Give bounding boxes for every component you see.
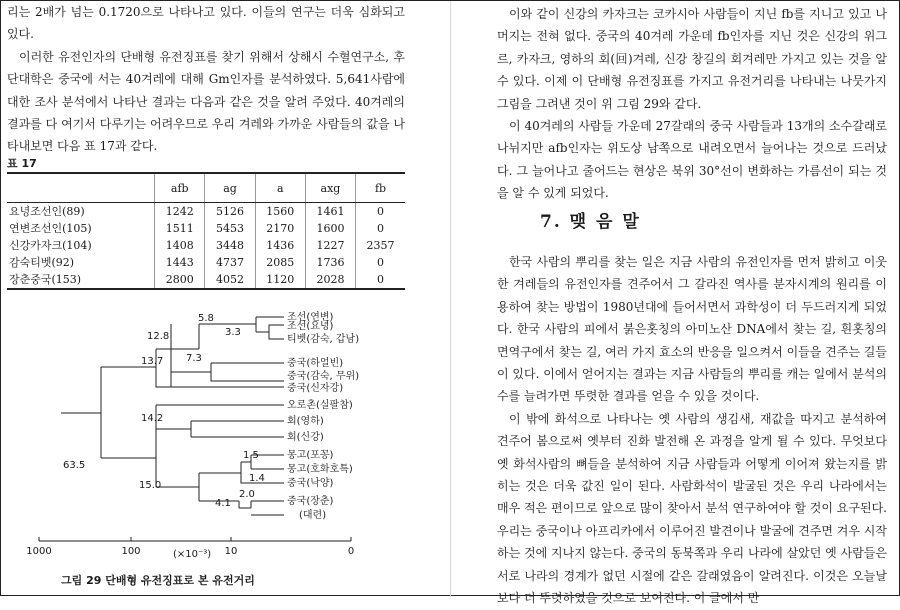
axis-unit-label: (×10⁻³) — [173, 549, 212, 560]
table-cell: 1461 — [305, 203, 355, 221]
left-paragraph-2: 이러한 유전인자의 단배형 유전징표를 찾기 위해서 상해시 수혈연구소, 후단대학은 중국에 서는 40겨레에 대해 Gm인자를 분석하였다. 5,641사람에 대한 조사 분석에서 나타난 결과는 다음과 같은 것을 알려 주었다. 40겨레의 결과를 다 여기서 다루기는 어려우므로 우리 겨레와 가까운 사람들의 값을 나타내보면 다음 표 17과 같다. — [7, 49, 405, 154]
table-cell: 신강카자크(104) — [9, 239, 92, 252]
table-cell: 0 — [356, 203, 405, 221]
table-cell: 1600 — [305, 220, 355, 237]
table-cell: 1560 — [255, 203, 305, 221]
left-paragraph-1: 리는 2배가 넘는 0.1720으로 나타나고 있다. 이들의 연구는 더욱 심화되고 있다. — [7, 5, 405, 42]
table-cell: 0 — [356, 271, 405, 289]
right-page — [497, 1, 887, 606]
right-paragraph-4: 이 밖에 화석으로 나타나는 옛 사람의 생김새, 재값을 따지고 분석하여 견주어 봄으로써 옛부터 진화 발전해 온 과정을 알게 될 수 있다. 무엇보다 옛 화석사람의 뼈들을 분석하여 지금 사람들과 어떻게 이어져 왔는지를 밝히는 것은 더욱 값진 일이 된다. 사람화석이 발굴된 것은 우리 나라에서는 매우 적은 편이므로 앞으로 많이 찾아서 분석 연구하여야 할 것이 요구된다. 우리는 중국이나 아프리카에서 이루어진 발견이나 발굴에 견주면 겨우 시작하는 것에 지나지 않는다. 중국의 동북쪽과 우리 나라에 살았던 옛 사람들은 서로 나라의 경계가 없던 시절에 같은 갈래였음이 알려진다. 이것은 오늘날보다 더 뚜렷하였을 것으로 보여진다. 이 글에서 만 — [497, 411, 887, 606]
table-cell: 1436 — [255, 237, 305, 254]
table-cell: 1511 — [155, 220, 205, 237]
table-cell: 4737 — [205, 254, 255, 271]
table-cell: 1408 — [155, 237, 205, 254]
leaf-label: 조선(요녕) — [287, 321, 334, 332]
tree-branch — [61, 367, 101, 458]
table-cell: 2357 — [356, 237, 405, 254]
node-label: 15.0 — [139, 480, 162, 491]
table-cell: 장춘중국(153) — [7, 271, 155, 289]
table-cell: 2085 — [255, 254, 305, 271]
table-header: fb — [356, 173, 405, 203]
page-gutter — [450, 1, 451, 597]
section-title: 7. 맺 음 말 — [540, 212, 641, 232]
node-label: 1.4 — [249, 473, 265, 484]
leaf-label: 조선(연변) — [287, 312, 334, 323]
tree-branch — [171, 363, 284, 387]
table-row — [7, 237, 405, 254]
node-label: 14.2 — [141, 413, 164, 424]
table-cell: 5126 — [205, 203, 255, 221]
leaf-label: 중국(신자강) — [287, 383, 344, 394]
table-cell: 2028 — [305, 271, 355, 289]
table-row — [7, 271, 405, 289]
table-cell: 0 — [356, 254, 405, 271]
tree-branch — [199, 455, 284, 483]
table-header-row — [7, 173, 405, 203]
table-cell: 요녕조선인(89) — [9, 205, 85, 218]
tree-branch — [199, 501, 284, 515]
leaf-label: 몽고(호화호특) — [287, 464, 353, 475]
leaf-label: 중국(낙양) — [287, 478, 334, 489]
table-cell: 연변조선인(105) — [9, 222, 92, 235]
figure-caption: 그림 29 단배형 유전징표로 본 유전거리 — [61, 574, 255, 587]
right-paragraph-2: 이 40겨레의 사람들 가운데 27갈래의 중국 사람들과 13개의 소수갈래로 나뉘지만 afb인자는 위도상 남쪽으로 내려오면서 늘어나는 것으로 드러났다. 그 늘어나고 줄어드는 현상은 북위 30°선이 변화하는 가름선이 되는 것을 알 수 있게 되었다. — [497, 119, 887, 201]
node-label: 2.0 — [239, 489, 255, 500]
axis-tick-label: 1000 — [26, 546, 52, 557]
node-label: 3.3 — [225, 327, 241, 338]
table-header: axg — [305, 173, 355, 203]
right-top-text — [497, 3, 887, 205]
node-label: 13.7 — [141, 356, 164, 367]
table-17 — [7, 172, 405, 290]
leaf-label: 회(신강) — [287, 432, 324, 443]
leaf-label: 중국(하얼빈) — [287, 358, 344, 369]
table-row — [7, 203, 405, 221]
table-cell: 1242 — [155, 203, 205, 221]
node-label: 12.8 — [147, 331, 170, 342]
leaf-label: 중국(장춘) — [287, 496, 334, 507]
axis-tick-label: 100 — [121, 546, 141, 557]
tree-branch — [101, 349, 171, 387]
table-cell: 2170 — [255, 220, 305, 237]
leaf-label: 회(영하) — [287, 416, 324, 427]
table-cell: 5453 — [205, 220, 255, 237]
table-cell: 1443 — [155, 254, 205, 271]
table-cell: 감숙티벳(92) — [9, 256, 75, 269]
table-header: a — [255, 173, 305, 203]
node-label: 4.1 — [215, 498, 231, 509]
tree-branch — [156, 405, 284, 437]
table-header: ag — [205, 173, 255, 203]
table-header: afb — [155, 173, 205, 203]
table-cell: 0 — [356, 220, 405, 237]
table-row — [7, 220, 405, 237]
table-cell: 4052 — [205, 271, 255, 289]
axis-tick-label: 0 — [347, 546, 355, 557]
table-cell: 3448 — [205, 237, 255, 254]
dendrogram-figure — [1, 301, 441, 573]
table-label: 표 17 — [7, 157, 37, 170]
table-row — [7, 254, 405, 271]
node-label: 7.3 — [186, 353, 202, 364]
table-header — [7, 173, 155, 203]
leaf-label: 오로촌(실팔참) — [287, 400, 353, 411]
leaf-label: (대련) — [299, 510, 327, 521]
leaf-label: 티벳(감숙, 갑남) — [287, 334, 360, 345]
axis-tick-label: 10 — [224, 546, 238, 557]
table-cell: 2800 — [155, 271, 205, 289]
table-cell: 1227 — [305, 237, 355, 254]
leaf-label: 몽고(포꽁) — [287, 450, 334, 461]
right-bottom-text — [497, 251, 887, 610]
distance-axis — [39, 537, 351, 541]
right-paragraph-1: 이와 같이 신강의 카자크는 코카시아 사람들이 지닌 fb를 지니고 있고 나머지는 전혀 없다. 중국의 40겨레 가운데 fb인자를 지닌 것은 신강의 위그르, 카자크, 영하의 회(回)겨레, 신강 창길의 회겨레만 가지고 있는 것을 알 수 있다. 이제 이 단배형 유전징표를 가지고 유전거리를 나타내는 나뭇가지 그림을 그려낸 것이 위 그림 29와 같다. — [497, 7, 887, 111]
node-label: 63.5 — [63, 460, 86, 471]
table-cell: 1736 — [305, 254, 355, 271]
leaf-label: 중국(감숙, 무위) — [287, 371, 360, 382]
node-label: 1.5 — [243, 450, 259, 461]
table-cell: 1120 — [255, 271, 305, 289]
node-label: 5.8 — [198, 313, 214, 324]
right-paragraph-3: 한국 사람의 뿌리를 찾는 일은 지금 사람의 유전인자를 먼저 밝히고 이웃한 겨레들의 유전인자를 견주어서 그 갈라진 역사를 분자시계의 원리를 이용하여 찾는 방법이 1980년대에 들어서면서 과학성이 더 두드러지게 되었다. 한국 사람의 피에서 붉은홋칭의 아미노산 DNA에서 찾는 길, 흰홋칭의 면역구에서 찾는 길, 여러 가지 효소의 반응을 일으켜서 이들을 견주는 길들이 있다. 이에서 얻어지는 결과는 지금 사람들의 뿌리를 캐는 일에서 분석의 수를 늘려가면 뚜렷한 결과를 얻을 수 있을 것이다. — [497, 255, 887, 404]
